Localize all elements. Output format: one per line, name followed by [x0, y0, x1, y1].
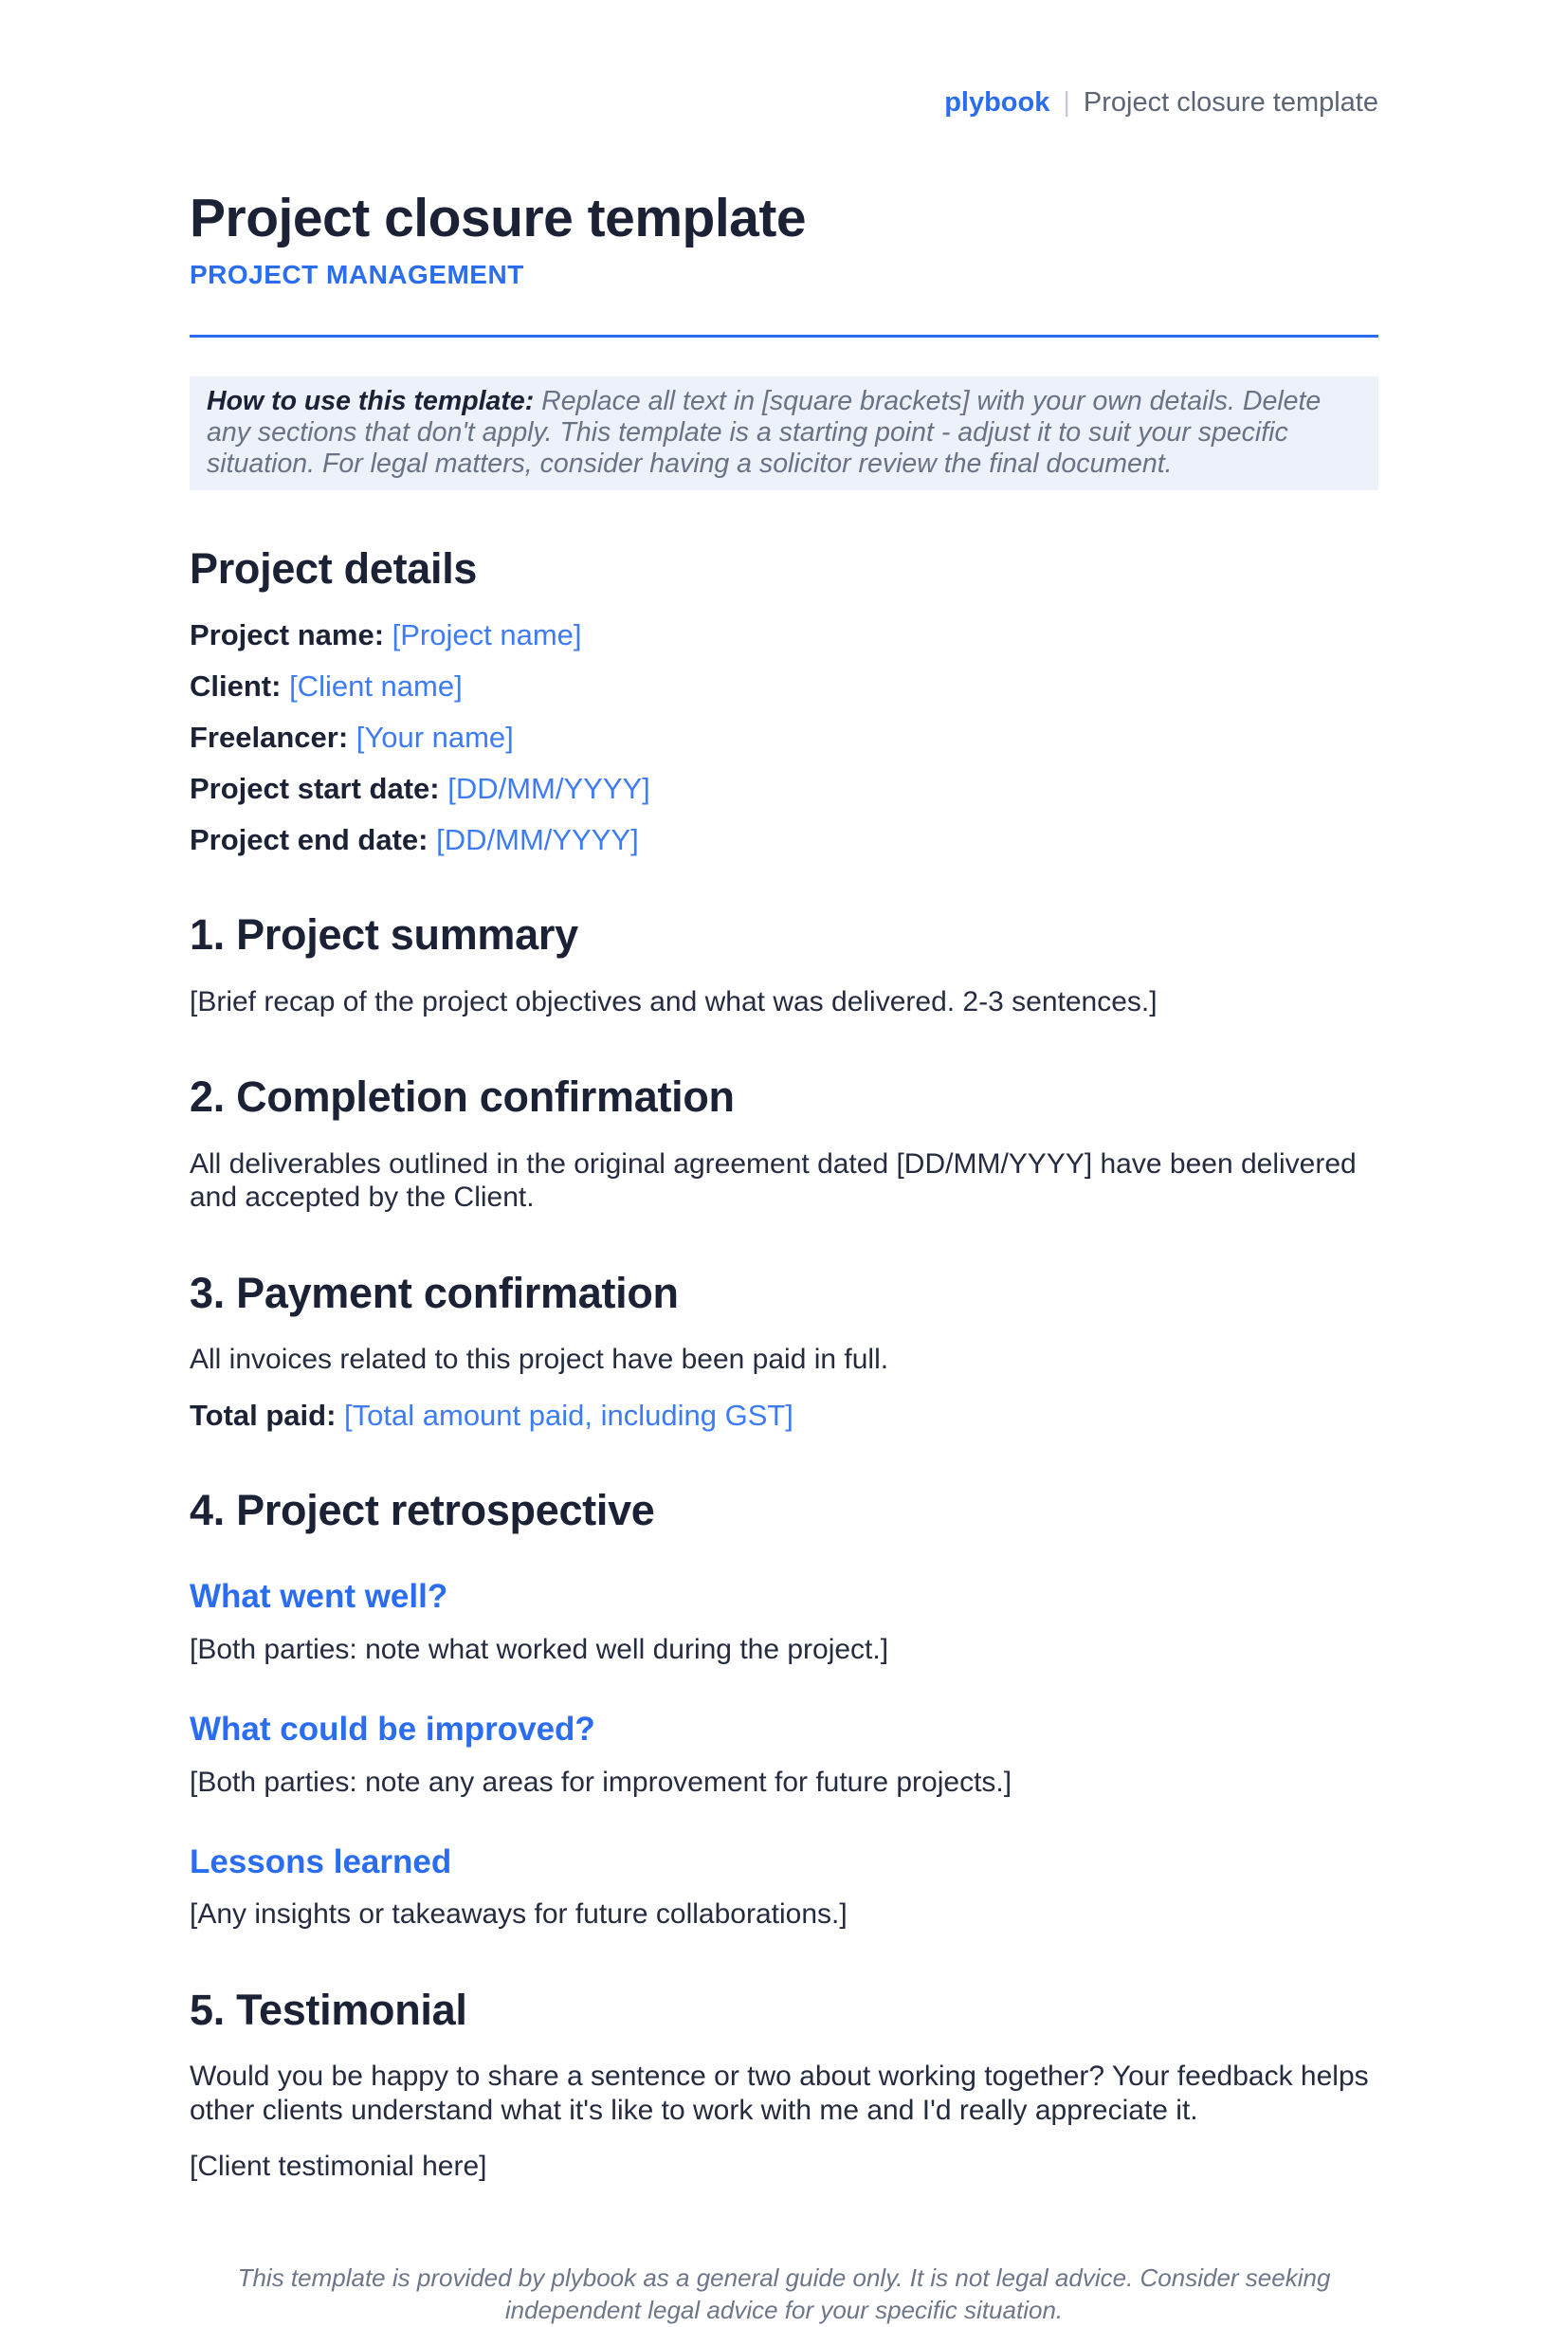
accent-rule [190, 335, 1378, 338]
detail-value-placeholder: [DD/MM/YYYY] [447, 772, 650, 806]
detail-row-project-name [190, 619, 1378, 651]
retro-body-lessons: [Any insights or takeaways for future collaborations.] [190, 1898, 848, 1931]
section-2-heading: 2. Completion confirmation [190, 1072, 735, 1122]
page-header [190, 87, 1378, 119]
detail-label: Freelancer: [190, 721, 349, 755]
section-4-heading: 4. Project retrospective [190, 1485, 655, 1534]
detail-value-placeholder: [DD/MM/YYYY] [436, 823, 639, 857]
detail-row-start-date [190, 773, 1378, 805]
total-paid-label: Total paid: [190, 1398, 337, 1432]
detail-label: Project start date: [190, 772, 440, 806]
usage-note-text: Replace all text in [square brackets] with your own details. Delete any sections that don't apply. This template is a starting point - adjust it to suit your specific situation. For legal matters, consider having a solicitor review the final document. [207, 386, 1322, 479]
detail-label: Client: [190, 669, 282, 704]
retro-subheading-lessons: Lessons learned [190, 1842, 452, 1880]
section-heading-project-details: Project details [190, 544, 478, 594]
section-1-heading: 1. Project summary [190, 910, 578, 960]
total-paid-row [190, 1400, 1378, 1432]
detail-row-client [190, 670, 1378, 703]
header-divider: | [1063, 87, 1070, 118]
detail-value-placeholder: [Client name] [289, 669, 463, 704]
section-5-body: Would you be happy to share a sentence or two about working together? Your feedback helps other clients understand what it's like to work with me and I'd really appreciate it. [190, 2061, 1369, 2126]
detail-label: Project end date: [190, 823, 428, 857]
detail-row-freelancer [190, 722, 1378, 754]
total-paid-placeholder: [Total amount paid, including GST] [344, 1398, 793, 1432]
retro-body-improved: [Both parties: note any areas for improvement for future projects.] [190, 1766, 1012, 1798]
page-title: Project closure template [190, 188, 807, 249]
detail-value-placeholder: [Project name] [392, 617, 582, 651]
category-eyebrow: PROJECT MANAGEMENT [190, 260, 524, 290]
footer-disclaimer: This template is provided by plybook as a general guide only. It is not legal advice. Consider seeking independent legal advice for your specific situation. [237, 2263, 1331, 2325]
detail-label: Project name: [190, 617, 385, 651]
section-3-body: All invoices related to this project have been paid in full. [190, 1344, 889, 1376]
detail-value-placeholder: [Your name] [356, 721, 514, 755]
retro-body-went-well: [Both parties: note what worked well during the project.] [190, 1633, 889, 1665]
section-5-heading: 5. Testimonial [190, 1985, 467, 2034]
usage-note [190, 376, 1378, 490]
retro-subheading-improved: What could be improved? [190, 1711, 595, 1748]
section-5-placeholder: [Client testimonial here] [190, 2151, 487, 2183]
detail-row-end-date [190, 824, 1378, 856]
header-doc-title: Project closure template [1083, 87, 1378, 118]
retro-subheading-went-well: What went well? [190, 1578, 448, 1616]
page-footer [190, 2263, 1378, 2327]
brand-logo: plybook [944, 87, 1050, 118]
section-3-heading: 3. Payment confirmation [190, 1268, 679, 1317]
usage-note-label: How to use this template: [207, 386, 535, 417]
section-2-body: All deliverables outlined in the original agreement dated [DD/MM/YYYY] have been delivered and accepted by the Client. [190, 1147, 1357, 1214]
section-1-body: [Brief recap of the project objectives and what was delivered. 2-3 sentences.] [190, 985, 1158, 1017]
